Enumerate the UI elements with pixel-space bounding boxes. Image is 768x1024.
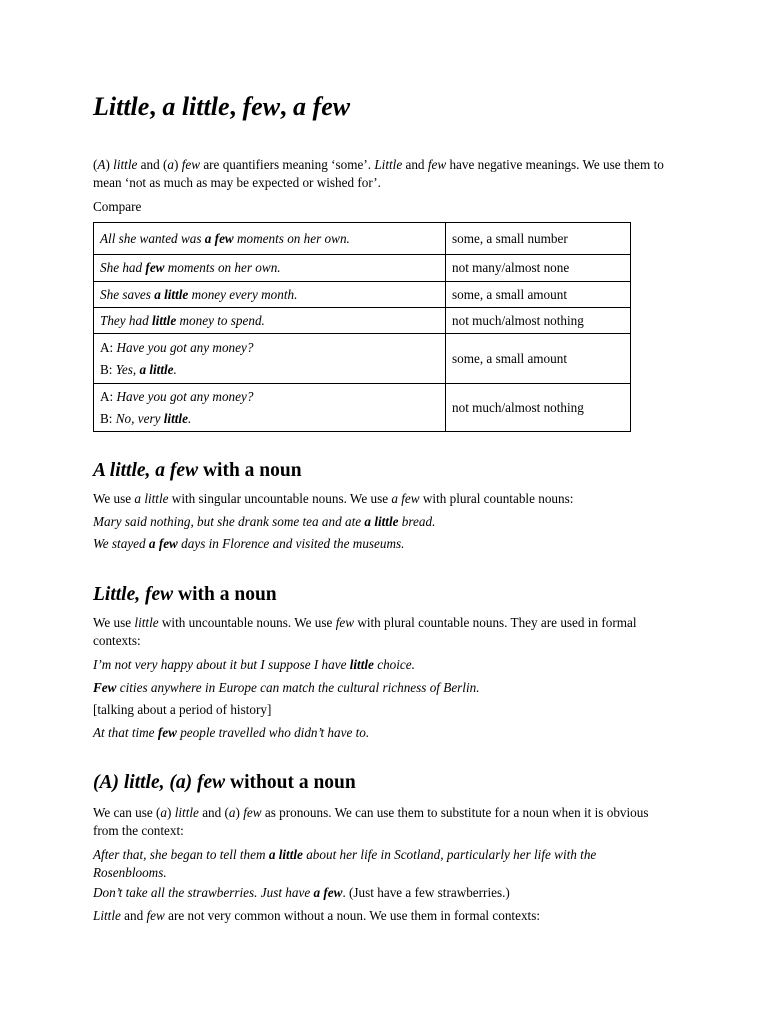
example-sentence: Don’t take all the strawberries. Just have a few. (Just have a few strawberries.) <box>93 885 510 900</box>
table-row <box>94 384 631 432</box>
table-cell-example: All she wanted was a few moments on her own. <box>94 223 446 255</box>
table-cell-example: She saves a little money every month. <box>94 282 446 308</box>
context-note: [talking about a period of history] <box>93 702 272 717</box>
section-heading-little-few: Little, few with a noun <box>93 584 277 605</box>
table-cell-meaning: some, a small number <box>446 223 631 255</box>
title-separator: , <box>229 92 243 121</box>
example-sentence: Mary said nothing, but she drank some tea and ate a little bread. <box>93 513 436 529</box>
section-body <box>93 488 673 556</box>
comparison-table <box>93 222 631 432</box>
compare-label: Compare <box>93 199 142 214</box>
title-part-little: Little <box>93 92 150 121</box>
table-cell-example: They had little money to spend. <box>94 308 446 334</box>
table-cell-meaning: not much/almost nothing <box>446 384 631 432</box>
table-cell-meaning: not many/almost none <box>446 255 631 282</box>
table-cell-example: A: Have you got any money? B: Yes, a little. <box>94 334 446 384</box>
example-sentence: We stayed a few days in Florence and visited the museums. <box>93 536 405 551</box>
example-sentence: I’m not very happy about it but I suppose I have little choice. <box>93 657 415 672</box>
page-title <box>93 92 350 122</box>
section-body <box>93 804 673 927</box>
body-line: Little and few are not very common without a noun. We use them in formal contexts: <box>93 907 540 923</box>
table-row <box>94 223 631 255</box>
table-cell-example: A: Have you got any money? B: No, very little. <box>94 384 446 432</box>
section-body <box>93 614 673 744</box>
title-separator: , <box>280 92 294 121</box>
table-cell-meaning: some, a small amount <box>446 334 631 384</box>
section-heading-a-little-a-few: A little, a few with a noun <box>93 460 302 481</box>
body-paragraph: We use little with uncountable nouns. We use few with plural countable nouns. They are used in formal contexts: <box>93 615 637 648</box>
section-heading-without-noun: (A) little, (a) few without a noun <box>93 772 356 793</box>
table-row <box>94 255 631 282</box>
example-sentence: At that time few people travelled who didn’t have to. <box>93 724 370 740</box>
title-part-few: few <box>242 92 281 121</box>
table-row <box>94 334 631 384</box>
table-cell-meaning: not much/almost nothing <box>446 308 631 334</box>
table-row <box>94 308 631 334</box>
example-sentence: Few cities anywhere in Europe can match the cultural richness of Berlin. <box>93 679 480 695</box>
title-part-a-few: a few <box>293 92 351 121</box>
example-sentence: After that, she began to tell them a little about her life in Scotland, particularly her life with the Rosenblooms. <box>93 847 597 880</box>
table-cell-meaning: some, a small amount <box>446 282 631 308</box>
body-paragraph: We can use (a) little and (a) few as pronouns. We can use them to substitute for a noun when it is obvious from the context: <box>93 805 649 838</box>
title-part-a-little: a little <box>162 92 230 121</box>
title-separator: , <box>149 92 163 121</box>
table-row <box>94 282 631 308</box>
body-line: We use a little with singular uncountable nouns. We use a few with plural countable nouns: <box>93 491 574 506</box>
intro-paragraph: (A) little and (a) few are quantifiers meaning ‘some’. Little and few have negative meanings. We use them to mean ‘not as much as may be expected or wished for’. <box>93 157 664 190</box>
table-cell-example: She had few moments on her own. <box>94 255 446 282</box>
